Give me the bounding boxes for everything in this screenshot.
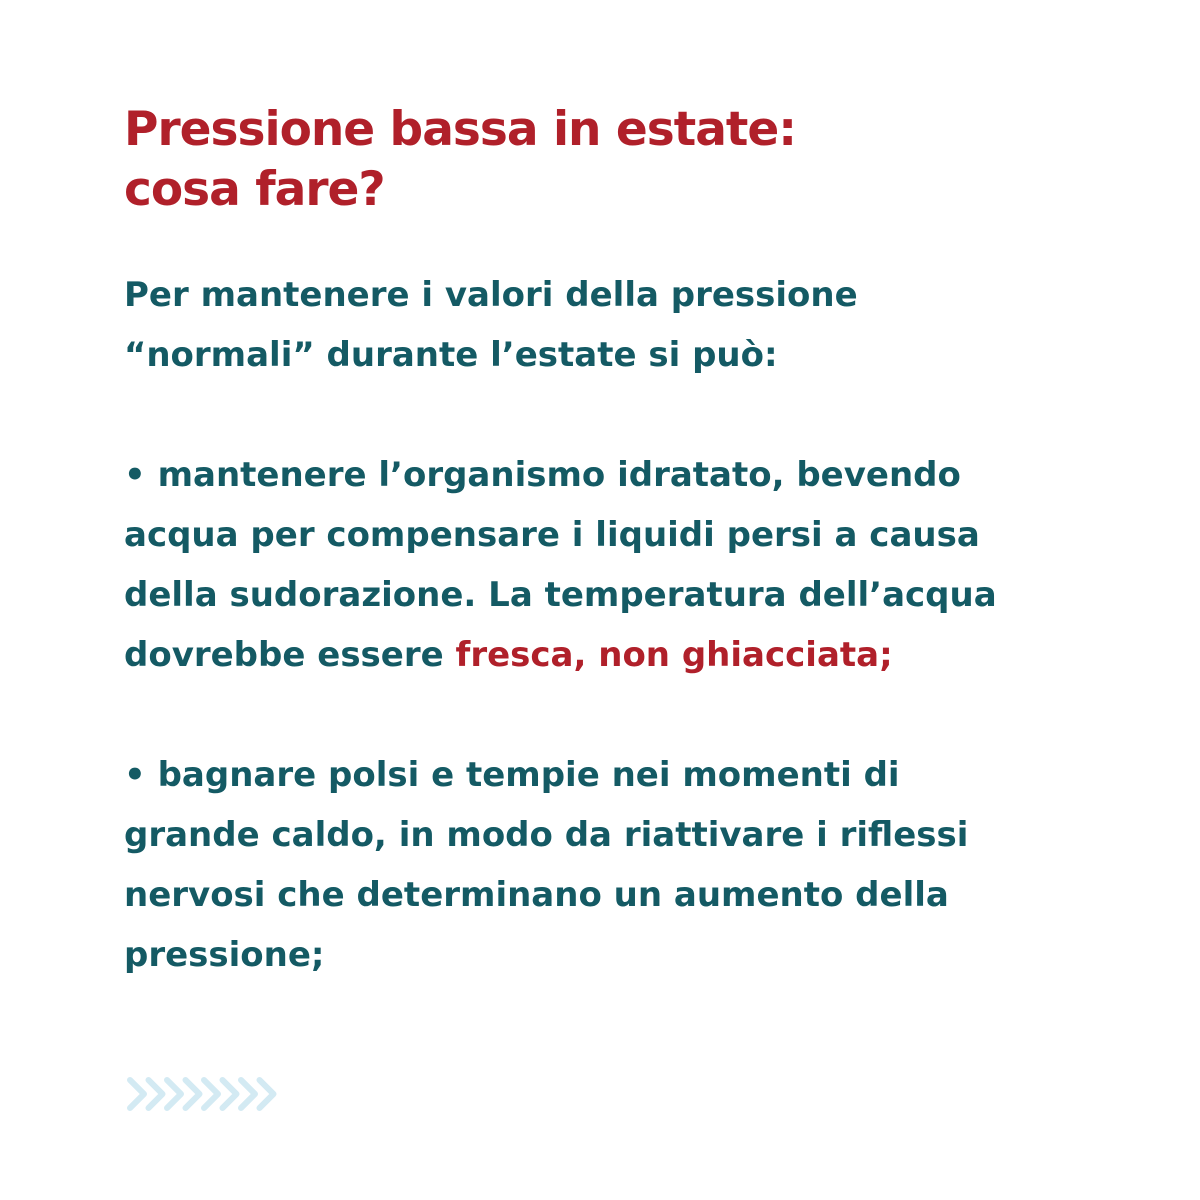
- bullet-item-cooling: [124, 745, 1124, 985]
- chevrons-right-icon: [124, 1074, 290, 1114]
- bullet-2-line-3: nervosi che determinano un aumento della: [124, 875, 949, 915]
- page-title: [124, 100, 1124, 220]
- title-line-2: cosa fare?: [124, 162, 385, 217]
- intro-line-2: “normali” durante l’estate si può:: [124, 335, 778, 375]
- highlight-text: fresca, non ghiacciata;: [455, 635, 893, 675]
- intro-line-1: Per mantenere i valori della pressione: [124, 275, 858, 315]
- chevron-mark: [241, 1080, 255, 1108]
- chevron-mark: [167, 1080, 181, 1108]
- intro-paragraph: [124, 265, 1124, 385]
- bullet-1-line-2: acqua per compensare i liquidi persi a causa: [124, 515, 980, 555]
- title-line-1: Pressione bassa in estate:: [124, 102, 797, 157]
- bullet-2-line-4: pressione;: [124, 935, 325, 975]
- chevron-mark: [260, 1080, 274, 1108]
- chevron-mark: [223, 1080, 237, 1108]
- bullet-1-line-4-prefix: dovrebbe essere: [124, 635, 456, 675]
- chevron-mark: [204, 1080, 218, 1108]
- chevron-mark: [130, 1080, 144, 1108]
- chevron-mark: [186, 1080, 200, 1108]
- bullet-item-hydration: [124, 445, 1124, 685]
- bullet-1-line-3: della sudorazione. La temperatura dell’acqua: [124, 575, 997, 615]
- chevron-mark: [149, 1080, 163, 1108]
- bullet-1-line-4: [124, 625, 1124, 685]
- bullet-2-line-1: • bagnare polsi e tempie nei momenti di: [124, 755, 900, 795]
- bullet-1-line-1: • mantenere l’organismo idratato, bevendo: [124, 455, 961, 495]
- bullet-2-line-2: grande caldo, in modo da riattivare i riflessi: [124, 815, 969, 855]
